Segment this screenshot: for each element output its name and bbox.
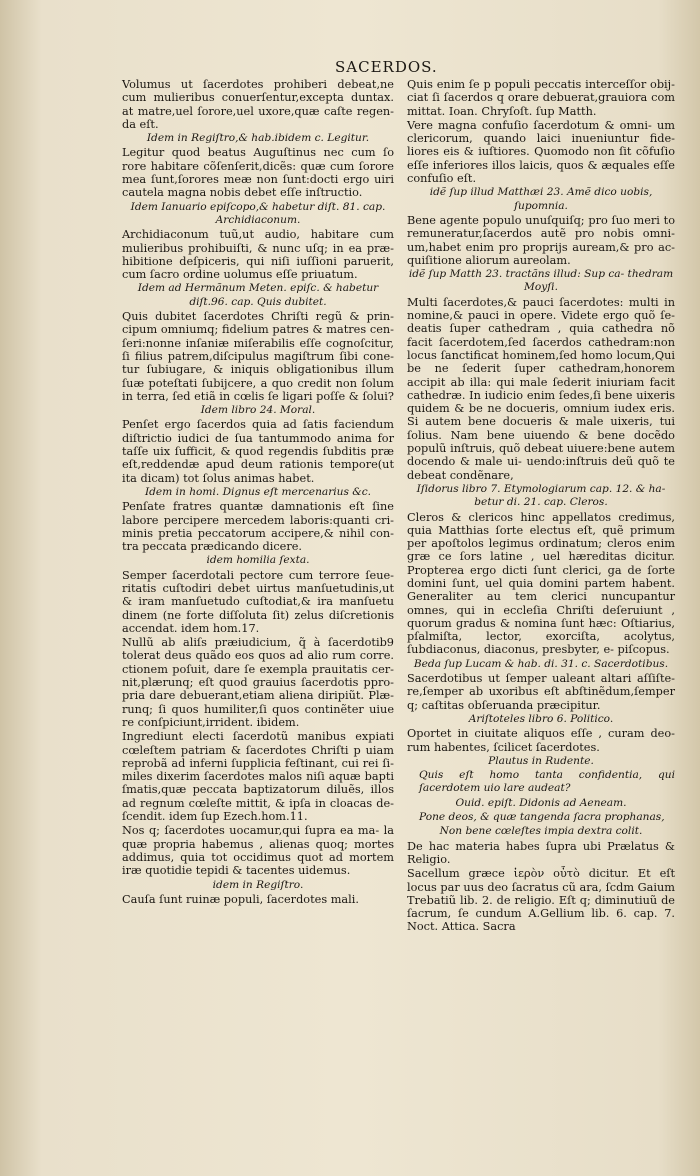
- paragraph: De hac materia habes ſupra ubi Prælatus & Religio.: [407, 839, 675, 866]
- citation: Idem in homi. Dignus eſt mercenarius &c.: [144, 485, 372, 498]
- paragraph: Oportet in ciuitate aliquos eſſe , curam deo- rum habentes, ſcilicet ſacerdotes.: [407, 727, 675, 754]
- verse-line: Pone deos, & quæ tangenda ſacra prophanas,: [419, 811, 665, 824]
- verse-line: Quis eſt homo tanta confidentia, qui ſacerdotem uio lare audeat?: [419, 769, 675, 795]
- paragraph: Nos q; ſacerdotes uocamur,qui ſupra ea ma- la quæ propria habemus , alienas quoq; mortes addimus, quia tot occidimus quot ad mortem iræ quotidie tepidi & tacentes uidemus.: [122, 824, 394, 878]
- citation: Ouid. epiſt. Didonis ad Aeneam.: [455, 796, 627, 809]
- paragraph: Sacellum græce ἱερὸν οὖτὸ dicitur. Et eſt locus par uus deo ſacratus cũ ara, ſcdm Gaium Trebatiũ lib. 2. de religio. Eſt q; diminutiuũ de ſacrum, ſe cundum A.Gellium lib. 6. cap. 7. Noct. Attica. Sacra: [407, 867, 675, 934]
- citation: idẽ ſup illud Matthæi 23. Amẽ dico uobis, ſupomnia.: [429, 186, 653, 212]
- citation: idẽ ſup Matth 23. tractãns illud: Sup ca- thedram Moyſi.: [408, 268, 674, 294]
- citation: Beda ſup Lucam & hab. di. 31. c. Sacerdotibus.: [413, 657, 669, 670]
- citation: Iſidorus libro 7. Etymologiarum cap. 12. & ha- betur di. 21. cap. Cleros.: [416, 482, 666, 509]
- paragraph: Nullũ ab aliſs præiudicium, q̃ à ſacerdotib9 tolerat deus quãdo eos quos ad alio rum corre. ctionem poſuit, dare ſe exempla prauitatis cer- nit,plærunq; eſt quod grauius ſacerdotis ppro- pria dare debuerant,etiam aliena diripiũt. Plæ- runq; ſi quos humiliter,ſi quos continẽter uiue re conſpiciunt,irrident. ibidem.: [122, 636, 394, 729]
- verse-line: Non bene cœleſtes impia dextra colit.: [439, 825, 643, 838]
- paragraph: Penſet ergo ſacerdos quia ad ſatis faciendum diſtrictio iudici de ſua tantummodo anima for taſſe uix ſufficit, & quod regendis ſubditis præ eſt,reddendæ apud deum rationis tempore(ut ita dicam) tot ſolus animas habet.: [122, 418, 394, 485]
- paragraph: Bene agente populo unuſquiſq; pro ſuo meri to remuneratur,ſacerdos autẽ pro nobis omni- um,habet enim pro proprijs auream,& pro ac- quiſitione aliorum aureolam.: [407, 213, 675, 267]
- running-title: SACERDOS.: [335, 58, 438, 76]
- right-column: [407, 78, 675, 935]
- paragraph: Multi ſacerdotes,& pauci ſacerdotes: multi in nomine,& pauci in opere. Videte ergo quõ ſe- deatis ſuper cathedram , quia cathedra nõ facit ſacerdotem,ſed ſacerdos cathedram:non locus ſanctificat hominem,ſed homo locum,Qui be ne ſederit ſuper cathedram,honorem accipit ab illa: qui male ſederit iniuriam facit cathedræ. In iudicio enim ſedes,ſi bene uixeris quidem & be ne docueris, omnium iudex eris. Si autem bene docueris & male uixeris, tui ſolius. Nam bene uiuendo & bene docẽdo populũ inſtruis, quõ debeat uiuere:bene autem docendo & male ui- uendo:inſtruis deũ quõ te debeat condẽnare,: [407, 295, 675, 482]
- citation: Idem ad Hermãnum Meten. epiſc. & habetur diſt.96. cap. Quis dubitet.: [137, 282, 379, 308]
- citation: Idem in Regiſtro,& hab.ibidem c. Legitur.: [146, 132, 370, 145]
- paragraph: Sacerdotibus ut ſemper ualeant altari aſſiſte- re,ſemper ab uxoribus eſt abſtinẽdum,ſemper q; caſtitas obſeruanda præcipitur.: [407, 672, 675, 712]
- paragraph: Quis enim ſe p populi peccatis interceſſor obij- ciat ſi ſacerdos q orare debuerat,grauiora com mittat. Ioan. Chryſoſt. ſup Matth.: [407, 78, 675, 118]
- paragraph: Ingrediunt electi ſacerdotũ manibus expiati cœleſtem patriam & ſacerdotes Chriſti p uiam reprobã ad inferni ſupplicia feſtinant, cui rei ſi- miles dixerim ſacerdotes malos niſi aquæ bapti ſmatis,quæ peccata baptizatorum diluẽs, illos ad regnum cœleſte mittit, & ipſa in cloacas de- ſcendit. idem ſup Ezech.hom.11.: [122, 730, 394, 824]
- paragraph: Archidiaconum tuũ,ut audio, habitare cum mulieribus prohibuiſti, & nunc uſq; in ea præ- hibitione deſpiceris, qui niſi iuſſioni paruerit, cum ſacro ordine uolumus eſſe priuatum.: [122, 228, 394, 282]
- paragraph: Cleros & clericos hinc appellatos credimus, quia Matthias ſorte electus eſt, quẽ primum per apoſtolos legimus ordinatum; cleros enim græ ce ſors latine , uel hæreditas dicitur. Propterea ergo dicti ſunt clerici, ga de ſorte domini ſunt, uel quia domini partem habent. Generaliter au tem clerici nuncupantur omnes, qui in eccleſia Chriſti deſeruiunt , quorum gradus & nomina ſunt hæc: Oſtiarius, pſalmiſta, lector, exorciſta, acolytus, ſubdiaconus, diaconus, presbyter, e- piſcopus.: [407, 510, 675, 657]
- paragraph: Quis dubitet ſacerdotes Chriſti regũ & prin- cipum omniumq; fidelium patres & matres cen- ſeri:nonne inſaniæ miſerabilis eſſe cognoſcitur, ſi filius patrem,diſcipulus magiſtrum ſibi cone- tur ſubiugare, & iniquis obligationibus illum ſuæ poteſtati ſubijcere, a quo credit non ſolum in terra, ſed etiã in cœlis ſe ligari poſſe & ſolui?: [122, 310, 394, 403]
- citation: Idem libro 24. Moral.: [200, 404, 316, 417]
- citation: Ariſtoteles libro 6. Politico.: [468, 712, 614, 725]
- citation: Plautus in Rudente.: [488, 754, 594, 767]
- paragraph: Semper ſacerdotali pectore cum terrore ſeue- ritatis cuſtodiri debet uirtus manſuetudinis,ut & iram manſuetudo cuſtodiat,& ira manſuetu dinem (ne forte diſſoluta ſit) zelus diſcretionis accendat. idem hom.17.: [122, 568, 394, 635]
- paragraph: Legitur quod beatus Auguſtinus nec cum ſo rore habitare cõſenſerit,dicẽs: quæ cum ſorore mea ſunt,ſorores meæ non ſunt:docti ergo uiri cautela magna nobis debet eſſe inſtructio.: [122, 146, 394, 200]
- citation: idem in Regiſtro.: [212, 878, 304, 891]
- citation: Idem Ianuario epiſcopo,& habetur diſt. 81. cap. Archidiaconum.: [130, 200, 386, 226]
- left-column: [122, 78, 394, 907]
- paragraph: Cauſa ſunt ruinæ populi, ſacerdotes mali.: [122, 892, 359, 906]
- paragraph: Vere magna confuſio ſacerdotum & omni- um clericorum, quando laici inueniuntur fide- liores eis & iuſtiores. Quomodo non ſit cõfuſio eſſe inferiores illos laicis, quos & æquales eſſe confuſio eſt.: [407, 118, 675, 186]
- citation: idem homilia ſexta.: [206, 554, 310, 567]
- paragraph: Volumus ut ſacerdotes prohiberi debeat,ne cum mulieribus conuerſentur,excepta duntax. at matre,uel ſorore,uel uxore,quæ caſte regen- da eſt.: [122, 78, 394, 131]
- paragraph: Penſate fratres quantæ damnationis eſt ſine labore percipere mercedem laboris:quanti cri- minis pretia peccatorum accipere,& nihil con- tra peccata prædicando dicere.: [122, 500, 394, 554]
